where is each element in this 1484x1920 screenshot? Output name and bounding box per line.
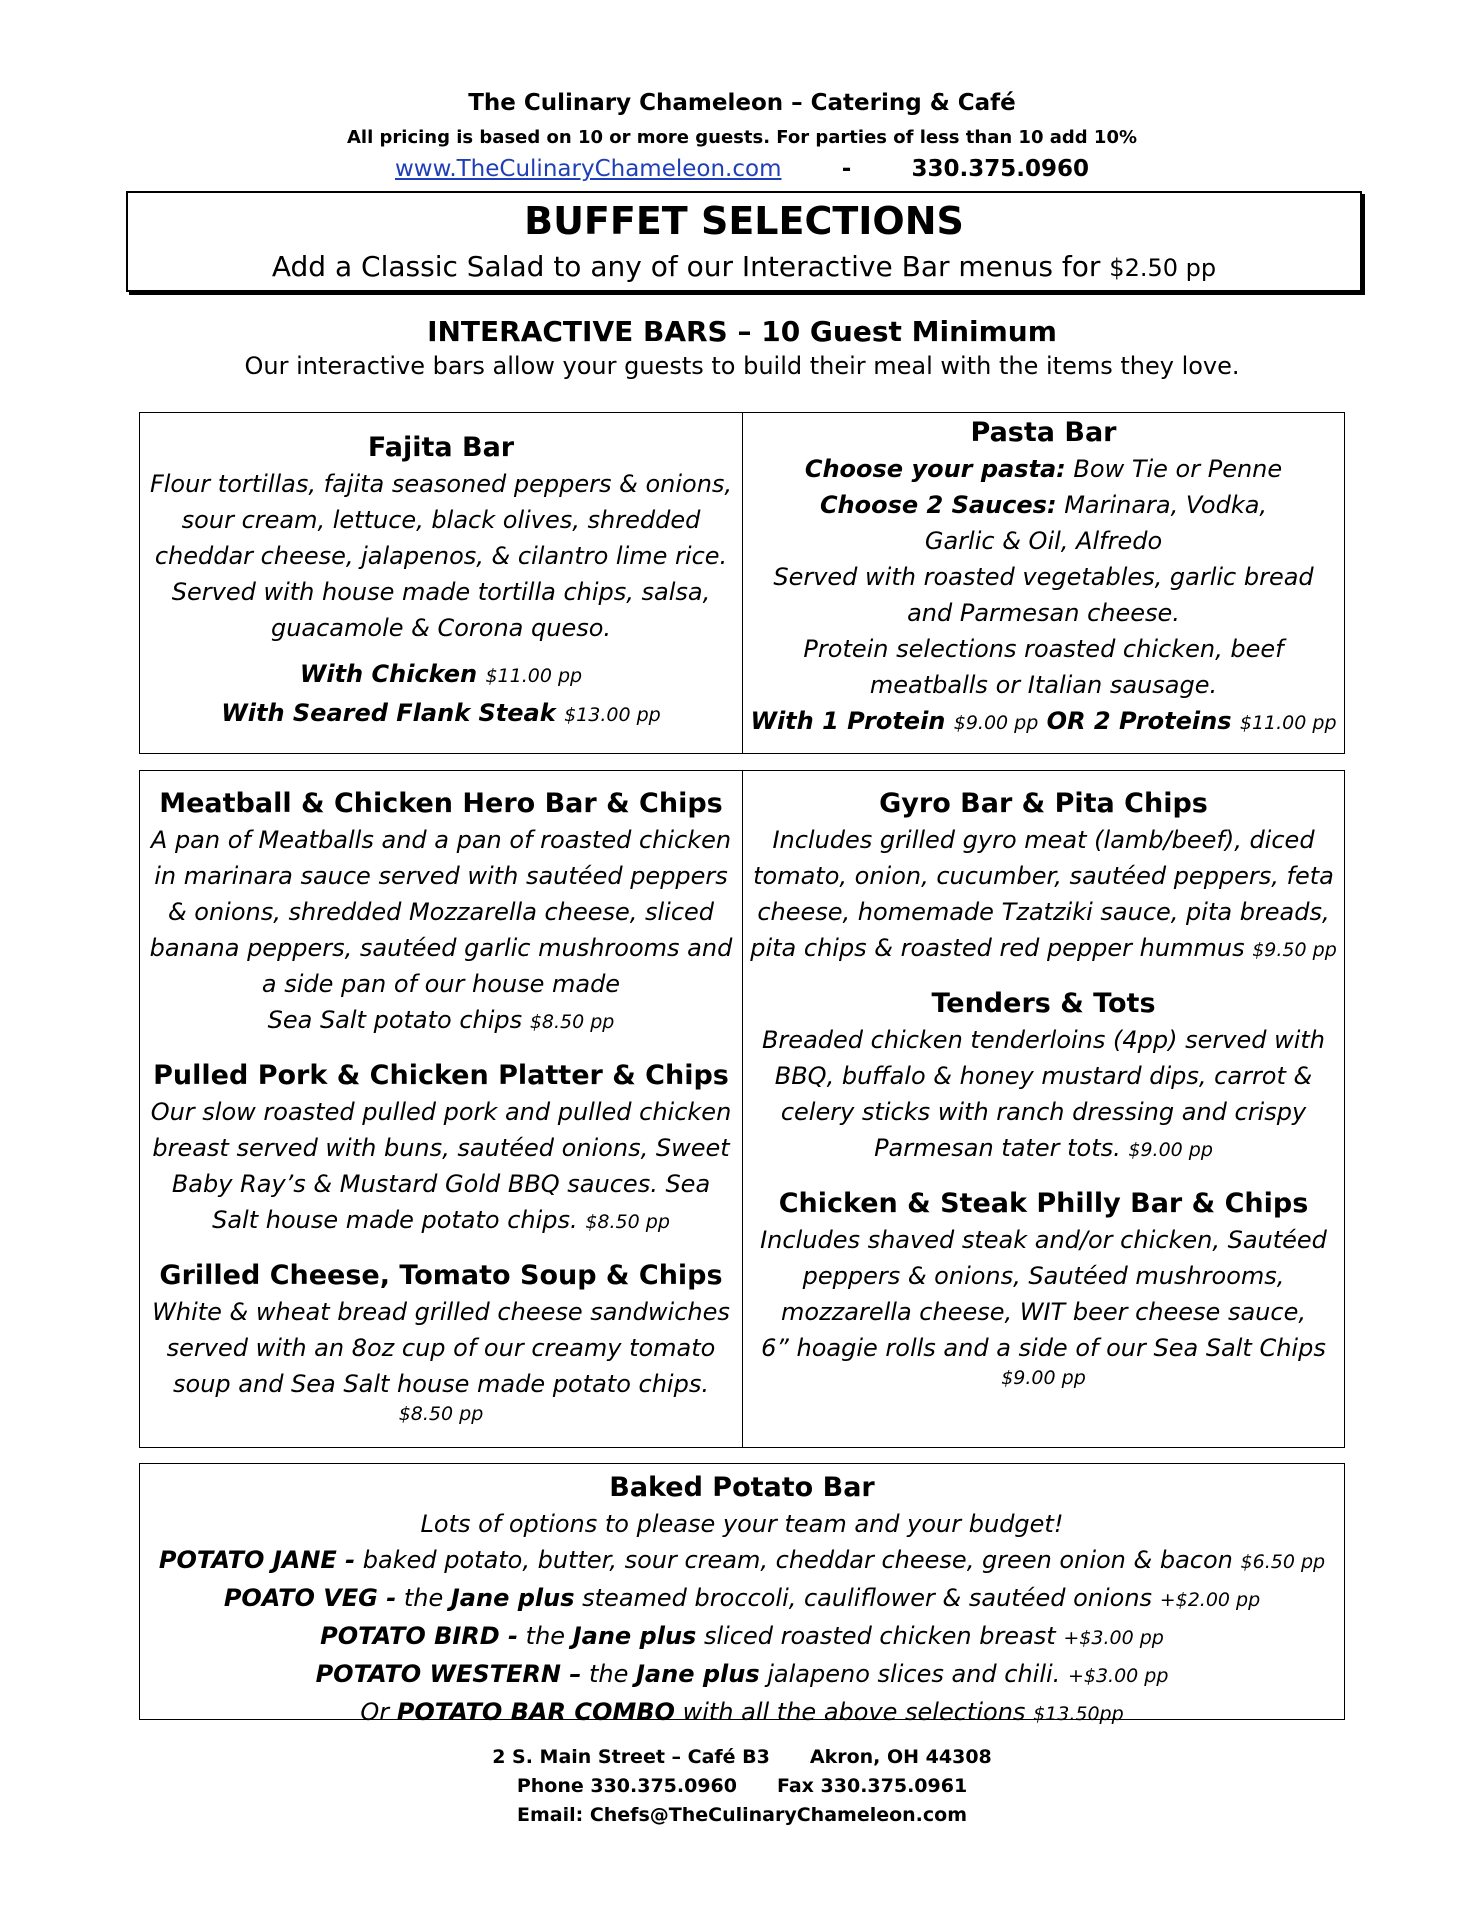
buffet-title: BUFFET SELECTIONS xyxy=(524,199,964,243)
interactive-bars-subtitle: Our interactive bars allow your guests to build their meal with the items they love. xyxy=(244,352,1240,380)
hero-desc-line: & onions, shredded Mozzarella cheese, sliced xyxy=(167,898,715,926)
philly-desc-line: peppers & onions, Sautéed mushrooms, xyxy=(802,1262,1285,1290)
baked-potato-bar-box xyxy=(139,1463,1345,1726)
tenders-desc-last xyxy=(743,1130,1344,1168)
pulled-pork-desc-last xyxy=(140,1202,742,1240)
interactive-bars-title: INTERACTIVE BARS – 10 Guest Minimum xyxy=(427,315,1057,348)
fajita-desc-line: cheddar cheese, jalapenos, & cilantro lime rice. xyxy=(154,542,728,570)
fajita-option-chicken xyxy=(140,656,742,695)
baked-potato-title: Baked Potato Bar xyxy=(609,1472,875,1503)
tenders-desc-line: BBQ, buffalo & honey mustard dips, carrot & xyxy=(774,1062,1313,1090)
potato-option-price: +$3.00 pp xyxy=(1063,1627,1164,1649)
fajita-option-label: With Seared Flank Steak xyxy=(221,699,556,727)
pulled-pork-title: Pulled Pork & Chicken Platter & Chips xyxy=(153,1060,729,1091)
potato-jane-plus: Jane plus xyxy=(450,1584,575,1612)
philly-bar-title: Chicken & Steak Philly Bar & Chips xyxy=(778,1188,1309,1219)
fajita-option-steak xyxy=(140,695,742,734)
footer-fax: Fax 330.375.0961 xyxy=(776,1775,968,1797)
pasta-option-label: OR 2 Proteins xyxy=(1046,707,1232,735)
potato-option-text: steamed broccoli, cauliflower & sautéed onions xyxy=(582,1584,1153,1612)
philly-desc-line: mozzarella cheese, WIT beer cheese sauce, xyxy=(781,1298,1306,1326)
potato-jane-line xyxy=(140,1542,1344,1580)
potato-option-text: baked potato, butter, sour cream, cheddar cheese, green onion & bacon xyxy=(362,1546,1233,1574)
fajita-desc-line: Served with house made tortilla chips, salsa, xyxy=(171,578,711,606)
fajita-option-price: $11.00 pp xyxy=(485,665,583,687)
gyro-desc-text: pita chips & roasted red pepper hummus xyxy=(750,934,1245,962)
sauce-choice-value: Marinara, Vodka, xyxy=(1064,491,1268,519)
potato-option-label: POTATO BIRD - xyxy=(320,1622,519,1650)
potato-option-price: +$2.00 pp xyxy=(1159,1589,1261,1611)
pasta-choice-line xyxy=(743,451,1344,487)
pasta-desc-line: meatballs or Italian sausage. xyxy=(869,671,1218,699)
tenders-desc-line: Breaded chicken tenderloins (4pp) served with xyxy=(761,1026,1326,1054)
tenders-tots-title: Tenders & Tots xyxy=(931,988,1156,1019)
buffet-selections-box xyxy=(126,191,1362,292)
pulled-pork-price: $8.50 pp xyxy=(585,1211,670,1233)
potato-option-text: sliced roasted chicken breast xyxy=(703,1622,1056,1650)
sauce-choice-line xyxy=(743,487,1344,523)
pasta-protein-options xyxy=(743,703,1344,742)
fajita-option-price: $13.00 pp xyxy=(564,704,661,726)
grilled-cheese-desc-line: soup and Sea Salt house made potato chips. xyxy=(173,1370,709,1398)
pasta-option-price: $9.00 pp xyxy=(953,712,1039,734)
potato-western-line xyxy=(140,1656,1344,1694)
potato-combo-or: Or xyxy=(360,1698,390,1726)
grilled-cheese-desc-line: served with an 8oz cup of our creamy tomato xyxy=(166,1334,716,1362)
footer-city: Akron, OH 44308 xyxy=(809,1746,992,1768)
footer-address-line xyxy=(0,1746,1484,1768)
philly-desc-line: Includes shaved steak and/or chicken, Sautéed xyxy=(760,1226,1327,1254)
potato-option-price: $13.50pp xyxy=(1033,1703,1124,1725)
footer-phone-line xyxy=(0,1775,1484,1797)
pasta-desc-line: and Parmesan cheese. xyxy=(907,599,1180,627)
hero-desc-last xyxy=(140,1002,742,1040)
pulled-pork-desc-line: breast served with buns, sautéed onions, Sweet xyxy=(152,1134,730,1162)
potato-combo-line xyxy=(140,1694,1344,1732)
right-column xyxy=(742,771,1344,1447)
grilled-cheese-price: $8.50 pp xyxy=(398,1403,484,1425)
gyro-desc-line: cheese, homemade Tzatziki sauce, pita breads, xyxy=(757,898,1330,926)
sauce-choice-label: Choose 2 Sauces: xyxy=(819,491,1057,519)
pasta-choice-label: Choose your pasta: xyxy=(804,455,1066,483)
potato-option-text: jalapeno slices and chili. xyxy=(767,1660,1061,1688)
buffet-subtitle xyxy=(128,250,1360,283)
left-column xyxy=(140,771,742,1447)
pulled-pork-desc-text: Salt house made potato chips. xyxy=(212,1206,578,1234)
potato-option-label: POTATO WESTERN – xyxy=(315,1660,582,1688)
gyro-desc-last xyxy=(743,930,1344,968)
hero-bar-title: Meatball & Chicken Hero Bar & Chips xyxy=(159,788,723,819)
pasta-bar-title: Pasta Bar xyxy=(970,417,1117,448)
pulled-pork-desc-line: Baby Ray’s & Mustard Gold BBQ sauces. Sea xyxy=(171,1170,711,1198)
hero-desc-line: banana peppers, sautéed garlic mushrooms and xyxy=(149,934,733,962)
menu-grid-top xyxy=(139,412,1345,754)
potato-option-label: POATO VEG - xyxy=(223,1584,397,1612)
pasta-desc-line: Served with roasted vegetables, garlic bread xyxy=(773,563,1314,591)
grilled-cheese-desc-line: White & wheat bread grilled cheese sandwiches xyxy=(152,1298,730,1326)
gyro-price: $9.50 pp xyxy=(1252,939,1337,961)
pasta-desc-line: Garlic & Oil, Alfredo xyxy=(924,527,1163,555)
fajita-bar-title: Fajita Bar xyxy=(367,432,515,463)
pasta-bar-cell xyxy=(742,413,1344,753)
hero-desc-text: Sea Salt potato chips xyxy=(267,1006,523,1034)
hero-desc-line: in marinara sauce served with sautéed peppers xyxy=(154,862,728,890)
hero-desc-line: A pan of Meatballs and a pan of roasted chicken xyxy=(150,826,732,854)
salad-offer-text: Add a Classic Salad to any of our Interactive Bar menus for xyxy=(271,250,1101,283)
hero-price: $8.50 pp xyxy=(529,1011,615,1033)
fajita-desc-line: Flour tortillas, fajita seasoned peppers & onions, xyxy=(149,470,733,498)
philly-price: $9.00 pp xyxy=(1001,1367,1086,1389)
pasta-option-price: $11.00 pp xyxy=(1239,712,1337,734)
fajita-option-label: With Chicken xyxy=(299,660,478,688)
contact-line xyxy=(0,156,1484,182)
fajita-desc-line: guacamole & Corona queso. xyxy=(270,614,612,642)
tenders-desc-text: Parmesan tater tots. xyxy=(874,1134,1121,1162)
gyro-bar-title: Gyro Bar & Pita Chips xyxy=(879,788,1208,819)
potato-option-text: with all the above selections xyxy=(682,1698,1026,1726)
company-title: The Culinary Chameleon – Catering & Café xyxy=(468,90,1016,116)
header-phone: 330.375.0960 xyxy=(911,156,1089,182)
potato-option-label: POTATO BAR COMBO xyxy=(396,1698,675,1726)
tenders-price: $9.00 pp xyxy=(1128,1139,1213,1161)
pasta-option-label: With 1 Protein xyxy=(750,707,946,735)
pricing-note: All pricing is based on 10 or more guests. For parties of less than 10 add 10% xyxy=(346,127,1138,148)
menu-grid-bottom xyxy=(139,770,1345,1448)
pulled-pork-desc-line: Our slow roasted pulled pork and pulled chicken xyxy=(150,1098,732,1126)
gyro-desc-line: Includes grilled gyro meat (lamb/beef), diced xyxy=(772,826,1315,854)
potato-jane-plus: Jane plus xyxy=(572,1622,697,1650)
footer-address: 2 S. Main Street – Café B3 xyxy=(492,1746,770,1768)
philly-desc-line: 6” hoagie rolls and a side of our Sea Salt Chips xyxy=(761,1334,1326,1362)
potato-option-price: +$3.00 pp xyxy=(1067,1665,1169,1687)
website-link[interactable]: www.TheCulinaryChameleon.com xyxy=(395,156,782,182)
fajita-desc-line: sour cream, lettuce, black olives, shredded xyxy=(181,506,701,534)
potato-the: the xyxy=(525,1622,566,1650)
gyro-desc-line: tomato, onion, cucumber, sautéed peppers, feta xyxy=(753,862,1334,890)
hero-desc-line: a side pan of our house made xyxy=(261,970,621,998)
potato-the: the xyxy=(403,1584,444,1612)
potato-intro: Lots of options to please your team and your budget! xyxy=(420,1510,1064,1538)
pasta-desc-line: Protein selections roasted chicken, beef xyxy=(803,635,1284,663)
tenders-desc-line: celery sticks with ranch dressing and crispy xyxy=(780,1098,1307,1126)
fajita-bar-cell xyxy=(140,413,742,753)
potato-bird-line xyxy=(140,1618,1344,1656)
grilled-cheese-title: Grilled Cheese, Tomato Soup & Chips xyxy=(159,1260,723,1291)
potato-the: the xyxy=(588,1660,629,1688)
potato-option-label: POTATO JANE - xyxy=(158,1546,356,1574)
separator: - xyxy=(841,156,852,182)
footer-phone: Phone 330.375.0960 xyxy=(516,1775,737,1797)
salad-price: $2.50 pp xyxy=(1109,254,1217,282)
potato-option-price: $6.50 pp xyxy=(1240,1551,1326,1573)
pasta-choice-value: Bow Tie or Penne xyxy=(1073,455,1283,483)
potato-jane-plus: Jane plus xyxy=(636,1660,760,1688)
potato-veg-line xyxy=(140,1580,1344,1618)
footer-email: Email: Chefs@TheCulinaryChameleon.com xyxy=(516,1804,968,1826)
